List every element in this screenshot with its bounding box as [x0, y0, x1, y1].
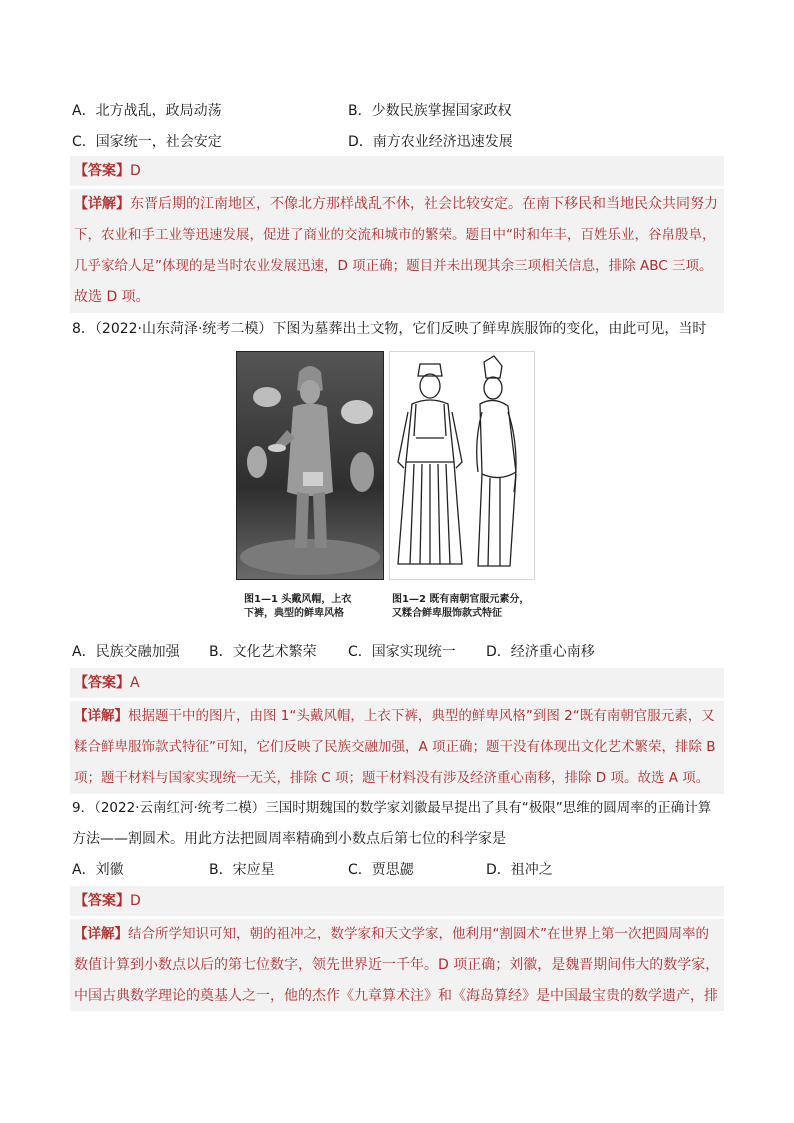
q8-detail-line-3: 项；题干材料与国家实现统一无关，排除 C 项；题干材料没有涉及经济重心南移，排除 D 项。故选 A 项。	[74, 770, 710, 786]
q7-answer	[74, 162, 141, 180]
q8-answer	[74, 674, 140, 692]
costume-drawing	[389, 351, 535, 580]
q9-detail-block	[70, 919, 724, 1011]
q7-detail-line-4: 故选 D 项。	[74, 289, 150, 305]
q8-detail-line-2: 糅合鲜卑服饰款式特征”可知，它们反映了民族交融加强，A 项正确；题干没有体现出文化艺术繁荣，排除 B	[74, 739, 716, 755]
q7-option-d: D．南方农业经济迅速发展	[348, 134, 513, 150]
q9-detail-line-1: 【详解】结合所学知识可知，朝的祖冲之，数学家和天文学家，他利用“割圆术”在世界上第一次把圆周率的	[74, 926, 709, 942]
q9-detail-line-3: 中国古典数学理论的奠基人之一，他的杰作《九章算术注》和《海岛算经》是中国最宝贵的数学遗产，排	[74, 988, 718, 1004]
q8-detail-line-1: 【详解】根据题干中的图片，由图 1“头戴风帽，上衣下裤，典型的鲜卑风格”到图 2“既有南朝官服元素，又	[74, 708, 715, 724]
answer-value: D	[130, 163, 141, 179]
q7-answer-block	[70, 156, 724, 186]
q9-option-d: D．祖冲之	[486, 862, 553, 878]
q9-stem-line-1: 9．（2022·云南红河·统考二模）三国时期魏国的数学家刘徽最早提出了具有“极限”思维的圆周率的正确计算	[72, 800, 712, 816]
figurine-photo	[236, 351, 384, 580]
q9-stem-line-2: 方法——割圆术。用此方法把圆周率精确到小数点后第七位的科学家是	[72, 831, 506, 847]
answer-label: 【答案】	[74, 893, 130, 909]
q9-option-c: C．贾思勰	[348, 862, 414, 878]
q7-option-c: C．国家统一，社会安定	[72, 134, 222, 150]
detail-label: 【详解】	[74, 926, 128, 942]
q9-option-b: B．宋应星	[209, 862, 275, 878]
costume-drawing-image	[390, 352, 534, 579]
answer-value: A	[130, 675, 140, 691]
answer-label: 【答案】	[74, 163, 130, 179]
q9-detail-line-2: 数值计算到小数点以后的第七位数字，领先世界近一千年。D 项正确；刘徽，是魏晋期间伟大的数学家，	[74, 957, 720, 973]
q9-answer	[74, 892, 141, 910]
q8-option-d: D．经济重心南移	[486, 644, 595, 660]
q8-option-c: C．国家实现统一	[348, 644, 456, 660]
q7-detail-block	[70, 189, 724, 313]
q9-answer-block	[70, 886, 724, 916]
q8-option-b: B．文化艺术繁荣	[209, 644, 317, 660]
detail-label: 【详解】	[74, 196, 130, 212]
figurine-photo-image	[237, 352, 383, 579]
q8-detail-block	[70, 701, 724, 794]
detail-label: 【详解】	[74, 708, 128, 724]
answer-label: 【答案】	[74, 675, 130, 691]
q8-stem: 8．（2022·山东菏泽·统考二模）下图为墓葬出土文物，它们反映了鲜卑族服饰的变化，由此可见，当时	[72, 321, 707, 337]
q7-detail-line-3: 几乎家给人足”体现的是当时农业发展迅速，D 项正确；题目并未出现其余三项相关信息，排除 ABC 三项。	[74, 258, 713, 274]
q7-option-a: A．北方战乱，政局动荡	[72, 103, 222, 119]
figure-caption-2-line-2: 又糅合鲜卑服饰款式特征	[392, 608, 502, 619]
q7-option-b: B．少数民族掌握国家政权	[348, 103, 512, 119]
q7-detail-line-1: 【详解】东晋后期的江南地区，不像北方那样战乱不休，社会比较安定。在南下移民和当地民众共同努力	[74, 196, 718, 212]
q7-detail-line-2: 下，农业和手工业等迅速发展，促进了商业的交流和城市的繁荣。题目中“时和年丰，百姓乐业，谷帛殷阜，	[74, 227, 716, 243]
figure-caption-1-line-1: 图1—1 头戴风帽，上衣	[244, 594, 352, 605]
q9-option-a: A．刘徽	[72, 862, 124, 878]
figure-caption-1-line-2: 下裤，典型的鲜卑风格	[244, 608, 344, 619]
answer-value: D	[130, 893, 141, 909]
figure-caption-2-line-1: 图1—2 既有南朝官服元素分，	[392, 594, 530, 605]
q8-option-a: A．民族交融加强	[72, 644, 180, 660]
q8-answer-block	[70, 668, 724, 698]
